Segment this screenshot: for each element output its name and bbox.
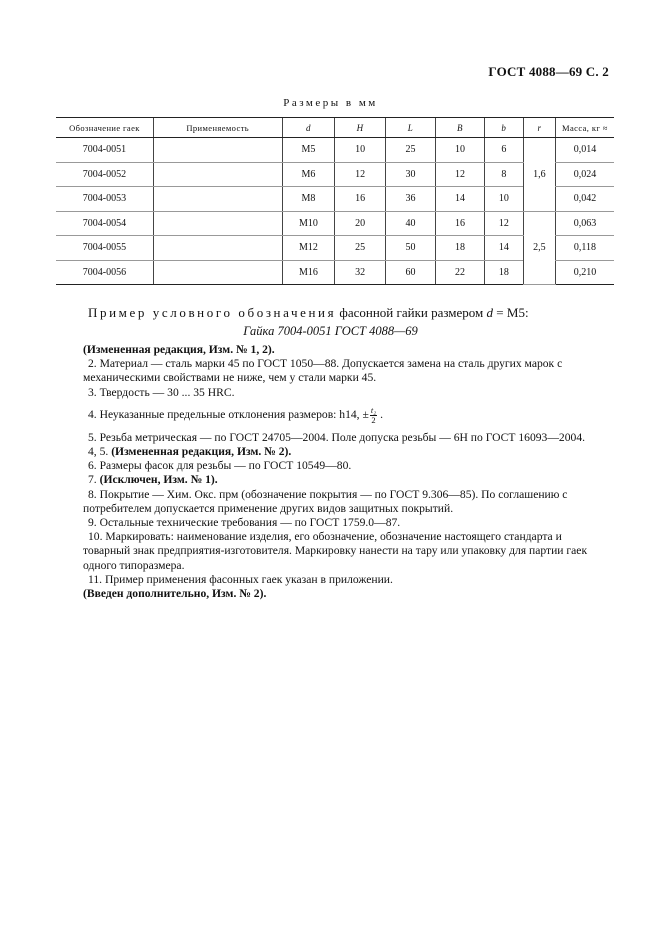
cell-b: 8	[484, 162, 523, 187]
col-header-H: H	[335, 118, 385, 138]
requirements-text	[83, 343, 608, 601]
col-header-B: B	[436, 118, 485, 138]
cell-mass: 0,024	[555, 162, 614, 187]
col-header-L: L	[385, 118, 435, 138]
cell-b: 12	[484, 211, 523, 236]
cell-r-group-2: 2,5	[523, 211, 555, 285]
item-4-5	[88, 445, 608, 459]
cell-usage	[153, 236, 282, 261]
example-label: Пример условного обозначения	[88, 305, 337, 320]
cell-L: 60	[385, 260, 435, 285]
cell-usage	[153, 260, 282, 285]
cell-L: 50	[385, 236, 435, 261]
item-8-line-1: 8. Покрытие — Хим. Окс. прм (обозначение покрытия — по ГОСТ 9.306—85). По соглашению с	[88, 487, 568, 501]
item-4-end: .	[377, 407, 383, 421]
item-11: 11. Пример применения фасонных гаек указан в приложении.	[88, 572, 393, 586]
cell-b: 14	[484, 236, 523, 261]
cell-B: 10	[436, 138, 485, 163]
fraction-numerator: t₂	[370, 404, 377, 415]
cell-L: 30	[385, 162, 435, 187]
dimensions-table	[56, 117, 614, 285]
cell-L: 25	[385, 138, 435, 163]
document-code: ГОСТ 4088—69 С. 2	[488, 64, 609, 79]
cell-designation: 7004-0053	[56, 187, 153, 212]
cell-b: 10	[484, 187, 523, 212]
cell-b: 18	[484, 260, 523, 285]
example-text-before: фасонной гайки размером	[336, 305, 487, 320]
cell-usage	[153, 162, 282, 187]
cell-B: 16	[436, 211, 485, 236]
cell-usage	[153, 211, 282, 236]
cell-L: 40	[385, 211, 435, 236]
col-header-mass: Масса, кг ≈	[555, 118, 614, 138]
cell-mass: 0,063	[555, 211, 614, 236]
item-2-line-2: механическими свойствами не ниже, чем у стали марки 45.	[83, 371, 377, 385]
cell-mass: 0,118	[555, 236, 614, 261]
item-4	[88, 406, 608, 425]
item-8-line-2: потребителем допускается применение других видов защитных покрытий.	[83, 501, 454, 515]
cell-d: M12	[282, 236, 335, 261]
table-row	[56, 138, 614, 163]
item-2-line-1: 2. Материал — сталь марки 45 по ГОСТ 1050—88. Допускается замена на сталь других марок с	[88, 357, 563, 371]
cell-designation: 7004-0052	[56, 162, 153, 187]
cell-H: 32	[335, 260, 385, 285]
cell-designation: 7004-0055	[56, 236, 153, 261]
table-caption: Размеры в мм	[283, 97, 378, 109]
cell-usage	[153, 138, 282, 163]
cell-mass: 0,210	[555, 260, 614, 285]
item-9: 9. Остальные технические требования — по ГОСТ 1759.0—87.	[88, 516, 401, 530]
item-3: 3. Твердость — 30 ... 35 HRC.	[88, 385, 235, 399]
item-4-5-prefix: 4, 5.	[88, 445, 112, 459]
cell-designation: 7004-0051	[56, 138, 153, 163]
item-7-prefix: 7.	[88, 473, 100, 487]
cell-L: 36	[385, 187, 435, 212]
cell-mass: 0,014	[555, 138, 614, 163]
col-header-designation: Обозначение гаек	[56, 118, 153, 138]
item-4-text: 4. Неуказанные предельные отклонения размеров: h14, ±	[88, 407, 369, 421]
item-10-line-3: одного типоразмера.	[83, 558, 185, 572]
table-header-row	[56, 118, 614, 138]
col-header-b: b	[484, 118, 523, 138]
cell-r-group-1: 1,6	[523, 138, 555, 212]
cell-B: 12	[436, 162, 485, 187]
example-heading	[88, 305, 529, 321]
cell-d: M10	[282, 211, 335, 236]
table-row	[56, 211, 614, 236]
example-text-after: = M5:	[493, 305, 529, 320]
col-header-usage: Применяемость	[153, 118, 282, 138]
cell-usage	[153, 187, 282, 212]
col-header-r: r	[523, 118, 555, 138]
cell-b: 6	[484, 138, 523, 163]
cell-B: 22	[436, 260, 485, 285]
cell-d: M8	[282, 187, 335, 212]
cell-B: 18	[436, 236, 485, 261]
cell-H: 10	[335, 138, 385, 163]
fraction-denominator: 2	[371, 414, 376, 425]
example-variable: d	[486, 305, 494, 320]
item-5: 5. Резьба метрическая — по ГОСТ 24705—2004. Поле допуска резьбы — 6H по ГОСТ 16093—2004.	[88, 430, 586, 444]
cell-d: M16	[282, 260, 335, 285]
cell-H: 12	[335, 162, 385, 187]
cell-d: M5	[282, 138, 335, 163]
cell-mass: 0,042	[555, 187, 614, 212]
example-designation: Гайка 7004-0051 ГОСТ 4088—69	[243, 324, 418, 338]
cell-d: M6	[282, 162, 335, 187]
cell-designation: 7004-0054	[56, 211, 153, 236]
item-7	[88, 473, 608, 487]
cell-H: 25	[335, 236, 385, 261]
cell-designation: 7004-0056	[56, 260, 153, 285]
col-header-d: d	[282, 118, 335, 138]
cell-H: 20	[335, 211, 385, 236]
item-10-line-2: товарный знак предприятия-изготовителя. Маркировку нанести на тару или упаковку для партии гаек	[83, 544, 588, 558]
cell-H: 16	[335, 187, 385, 212]
item-6: 6. Размеры фасок для резьбы — по ГОСТ 10549—80.	[88, 459, 352, 473]
item-10-line-1: 10. Маркировать: наименование изделия, его обозначение, обозначение настоящего стандарта и	[88, 530, 562, 544]
amendment-note: (Измененная редакция, Изм. № 1, 2).	[83, 343, 275, 356]
item-7-note: (Исключен, Изм. № 1).	[99, 473, 218, 487]
addition-note: (Введен дополнительно, Изм. № 2).	[83, 587, 267, 601]
cell-B: 14	[436, 187, 485, 212]
item-4-5-note: (Измененная редакция, Изм. № 2).	[111, 445, 292, 459]
